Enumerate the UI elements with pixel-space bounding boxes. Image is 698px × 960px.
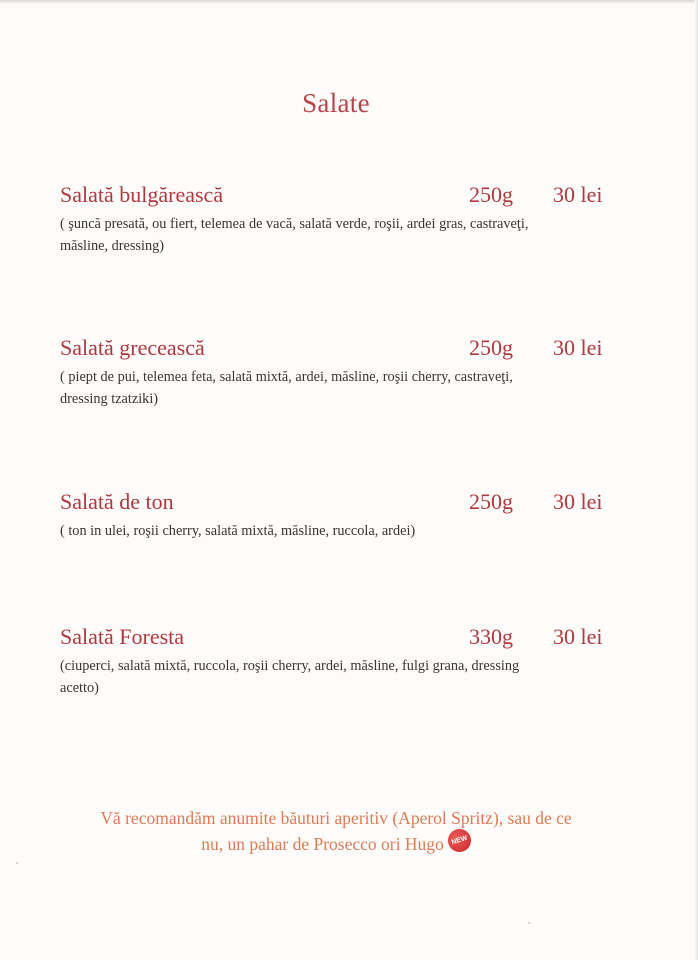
menu-item-description: (ciuperci, salată mixtă, ruccola, roşii cherry, ardei, măsline, fulgi grana, dressing acetto): [60, 658, 520, 696]
scan-speck: [528, 922, 530, 924]
promo-note: [40, 805, 632, 857]
menu-item-weight: 250g: [469, 182, 513, 207]
menu-item-name: Salată de ton: [60, 489, 174, 514]
promo-line-2-wrap: [40, 831, 632, 857]
menu-item-weight: 330g: [469, 624, 513, 649]
menu-item-weight: 250g: [469, 489, 513, 514]
menu-item-price: 30 lei: [553, 335, 603, 360]
menu-item-price: 30 lei: [553, 489, 603, 514]
menu-item-description: ( ton in ulei, roşii cherry, salată mixtă, măsline, ruccola, ardei): [60, 523, 416, 539]
promo-line-1: Vă recomandăm anumite băuturi aperitiv (Aperol Spritz), sau de ce: [100, 808, 572, 828]
menu-item-weight: 250g: [469, 335, 513, 360]
menu-item-name: Salată Foresta: [60, 624, 185, 649]
menu-item-price: 30 lei: [553, 624, 603, 649]
new-badge-icon: NEW: [445, 826, 474, 855]
menu-item-name: Salată bulgărească: [60, 182, 224, 207]
scan-edge-top: [0, 0, 698, 4]
scan-speck: [16, 862, 18, 864]
menu-item-name: Salată grecească: [60, 335, 205, 360]
menu-item-description: ( şuncă presată, ou fiert, telemea de vacă, salată verde, roşii, ardei gras, castraveţi, măsline, dressing): [60, 216, 529, 254]
menu-item-description: ( piept de pui, telemea feta, salată mixtă, ardei, măsline, roşii cherry, castraveţi, dressing tzatziki): [60, 369, 513, 407]
promo-line-2: nu, un pahar de Prosecco ori Hugo: [201, 834, 444, 854]
page-title: Salate: [302, 88, 370, 118]
menu-item-price: 30 lei: [553, 182, 603, 207]
